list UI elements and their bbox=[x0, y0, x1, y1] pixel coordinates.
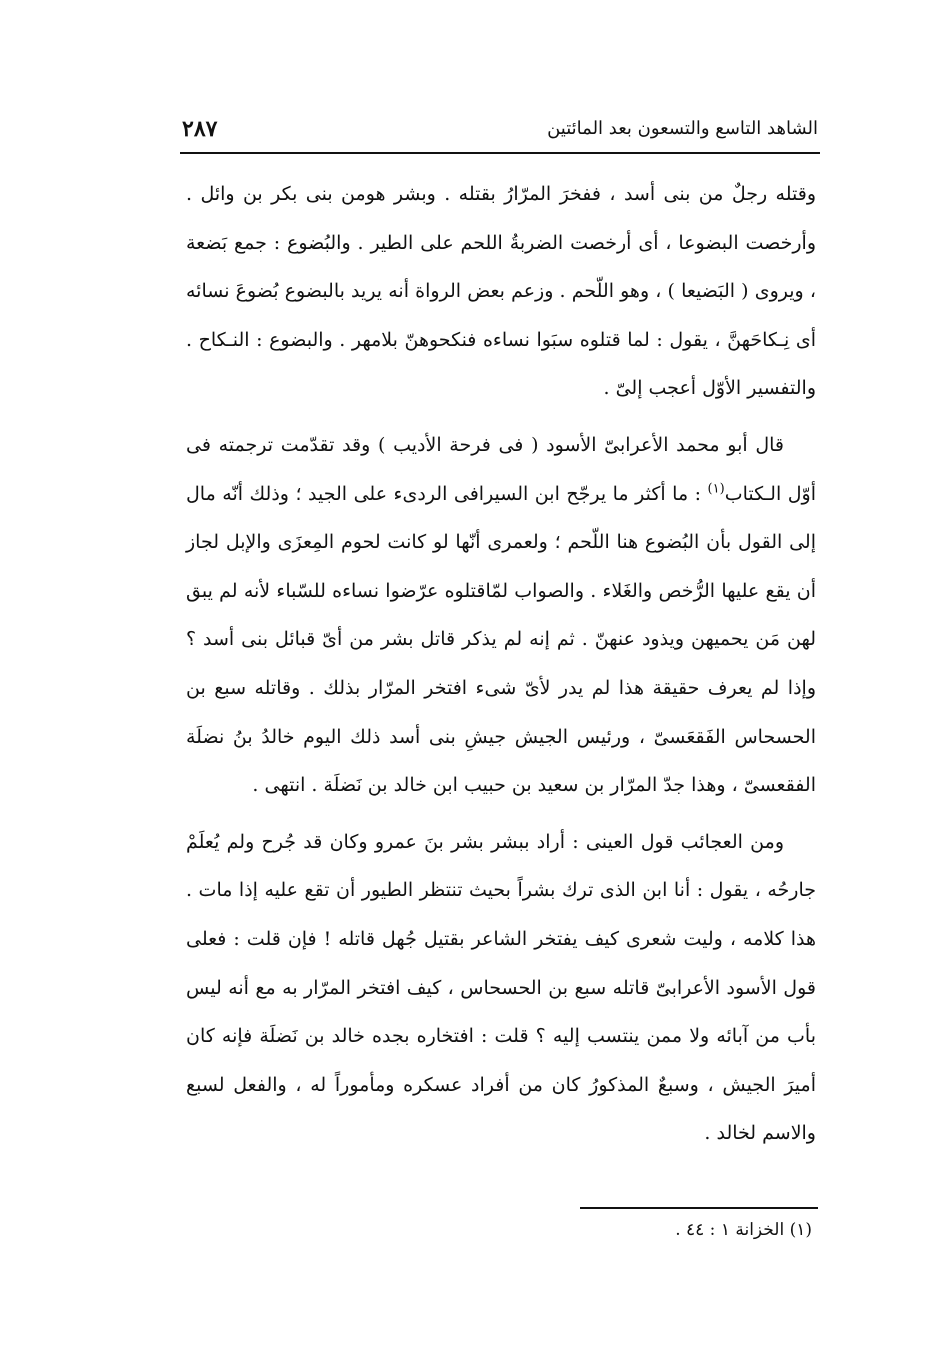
paragraph-1: وقتله رجلٌ من بنى أسد ، ففخرَ المرّارُ بقتله . وبشر هومن بنى بكر بن وائل . وأرخصت البضوعا ، أى أرخصت الضربةُ اللحم على الطير . والبُضوع : جمع بَضعة ، ويروى ( البَضيعا ) ، وهو اللّحم . وزعم بعض الرواة أنه يريد بالبضوع بُضوعَ نسائه أى نِـكاحَهنَّ ، يقول : لما قتلوه سبَوا نساءه فنكحوهنّ بلامهر . والبضوع : النـكاح . والتفسير الأوّل أعجب إلىّ . bbox=[186, 183, 816, 400]
paragraph-3: ومن العجائب قول العينى : أراد ببشر بشر بنَ عمرو وكان قد جُرح ولم يُعلَمْ جارحُه ، يقول : أنا ابن الذى ترك بشراً بحيث تنتظر الطيور أن تقع عليه إذا مات . هذا كلامه ، وليت شعرى كيف يفتخر الشاعر بقتيل جُهل قاتله ! فإن قلت : فعلى قول الأسود الأعرابىّ قاتله سبع بن الحسحاس ، كيف افتخر المرّار به مع أنه ليس بأب من آبائه ولا ممن ينتسب إليه ؟ قلت : افتخاره بجده خالد بن نَضلَة فإنه كان أميرَ الجيش ، وسبعٌ المذكورُ كان من أفراد عسكره ومأموراً له ، والفعل لسبع والاسم لخالد . bbox=[186, 830, 816, 1145]
page-header bbox=[182, 112, 818, 152]
main-text bbox=[186, 170, 816, 1158]
footnote: (١) الخزانة ١ : ٤٤ . bbox=[675, 1220, 812, 1240]
footnote-marker: (١) bbox=[707, 481, 725, 497]
page-number: ٢٨٧ bbox=[182, 116, 218, 142]
paragraph-2 bbox=[186, 421, 816, 810]
footnote-rule bbox=[580, 1207, 818, 1209]
running-title: الشاهد التاسع والتسعون بعد المائتين bbox=[547, 118, 818, 139]
paragraph-2-rest: : ما أكثر ما يرجّح ابن السيرافى الردىء على الجيد ؛ وذلك أنّه مال إلى القول بأن البُضوع هنا اللّحم ؛ ولعمرى أنّها لو كانت لحوم المِعزَى والإبل لجاز أن يقع عليها الرُّخص والغَلاء . والصواب لمّاقتلوه عرّضوا نساءه للسّباء لأنه لم يبق لهن مَن يحميهن ويذود عنهنّ . ثم إنه لم يذكر قاتل بشر من أىّ قبائل بنى أسد ؟ وإذا لم يعرف حقيقة هذا لم يدر لأىّ شىء افتخر المرّار بذلك . وقاتله سبع بن الحسحاس الفَقعَسىّ ، ورئيس الجيش جيشِ بنى أسد ذلك اليوم خالدُ بنُ نضلَة الفقعسىّ ، وهذا جدّ المرّار بن سعيد بن حبيب ابن خالد بن نَضلَة . انتهى . bbox=[186, 482, 816, 797]
header-rule bbox=[180, 152, 820, 154]
paragraph-2-lead: قال أبو محمد الأعرابىّ الأسود ( فى فرحة الأديب ) وقد تقدّمت ترجمته فى أوّل الـكتاب bbox=[186, 433, 816, 505]
